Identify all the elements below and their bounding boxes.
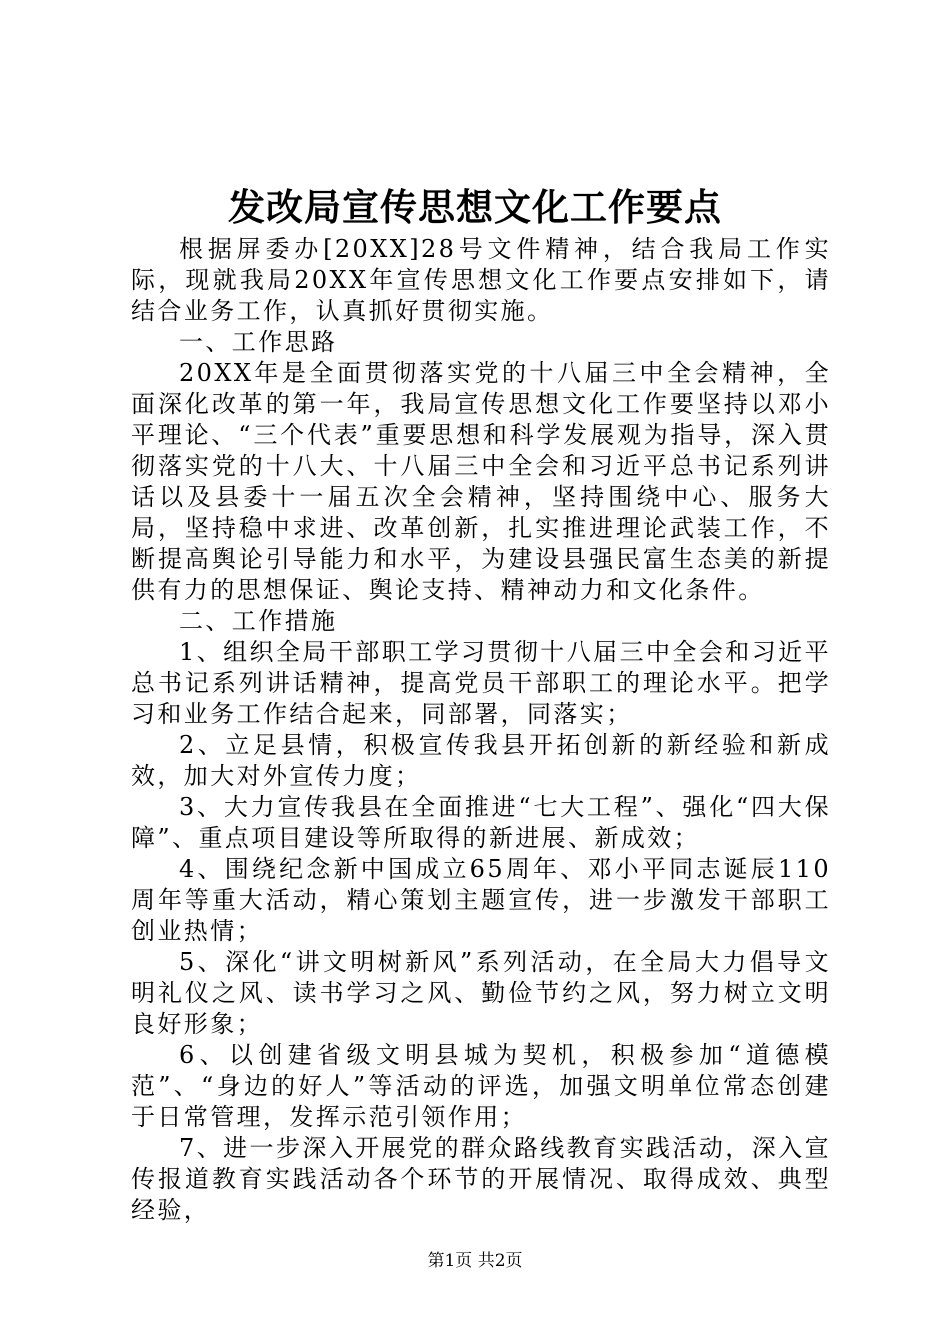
section-heading-work-ideas: 一、工作思路 [179, 328, 338, 356]
measure-item-6: 6、以创建省级文明县城为契机，积极参加“道德模范”、“身边的好人”等活动的评选，加强文明单位常态创建于日常管理，发挥示范引领作用； [131, 1041, 831, 1131]
measure-item-4: 4、围绕纪念新中国成立65周年、邓小平同志诞辰110周年等重大活动，精心策划主题宣传，进一步激发干部职工创业热情； [131, 855, 831, 945]
document-body [131, 234, 831, 1226]
document-title: 发改局宣传思想文化工作要点 [228, 185, 722, 229]
section-heading-work-measures: 二、工作措施 [179, 607, 338, 635]
measure-item-3: 3、大力宣传我县在全面推进“七大工程”、强化“四大保障”、重点项目建设等所取得的新进展、新成效； [131, 793, 831, 852]
work-ideas-paragraph: 20XX年是全面贯彻落实党的十八届三中全会精神，全面深化改革的第一年，我局宣传思想文化工作要坚持以邓小平理论、“三个代表”重要思想和科学发展观为指导，深入贯彻落实党的十八大、十八届三中全会和习近平总书记系列讲话以及县委十一届五次全会精神，坚持围绕中心、服务大局，坚持稳中求进、改革创新，扎实推进理论武装工作，不断提高舆论引导能力和水平，为建设县强民富生态美的新提供有力的思想保证、舆论支持、精神动力和文化条件。 [131, 359, 831, 604]
measure-item-7: 7、进一步深入开展党的群众路线教育实践活动，深入宣传报道教育实践活动各个环节的开展情况、取得成效、典型经验， [131, 1134, 831, 1224]
page-number-footer: 第1页 共2页 [427, 1251, 523, 1271]
measure-item-1: 1、组织全局干部职工学习贯彻十八届三中全会和习近平总书记系列讲话精神，提高党员干部职工的理论水平。把学习和业务工作结合起来，同部署，同落实； [131, 638, 831, 728]
measure-item-2: 2、立足县情，积极宣传我县开拓创新的新经验和新成效，加大对外宣传力度； [131, 731, 831, 790]
measure-item-5: 5、深化“讲文明树新风”系列活动，在全局大力倡导文明礼仪之风、读书学习之风、勤俭节约之风，努力树立文明良好形象； [131, 948, 831, 1038]
intro-paragraph: 根据屏委办[20XX]28号文件精神，结合我局工作实际，现就我局20XX年宣传思想文化工作要点安排如下，请结合业务工作，认真抓好贯彻实施。 [131, 235, 831, 325]
